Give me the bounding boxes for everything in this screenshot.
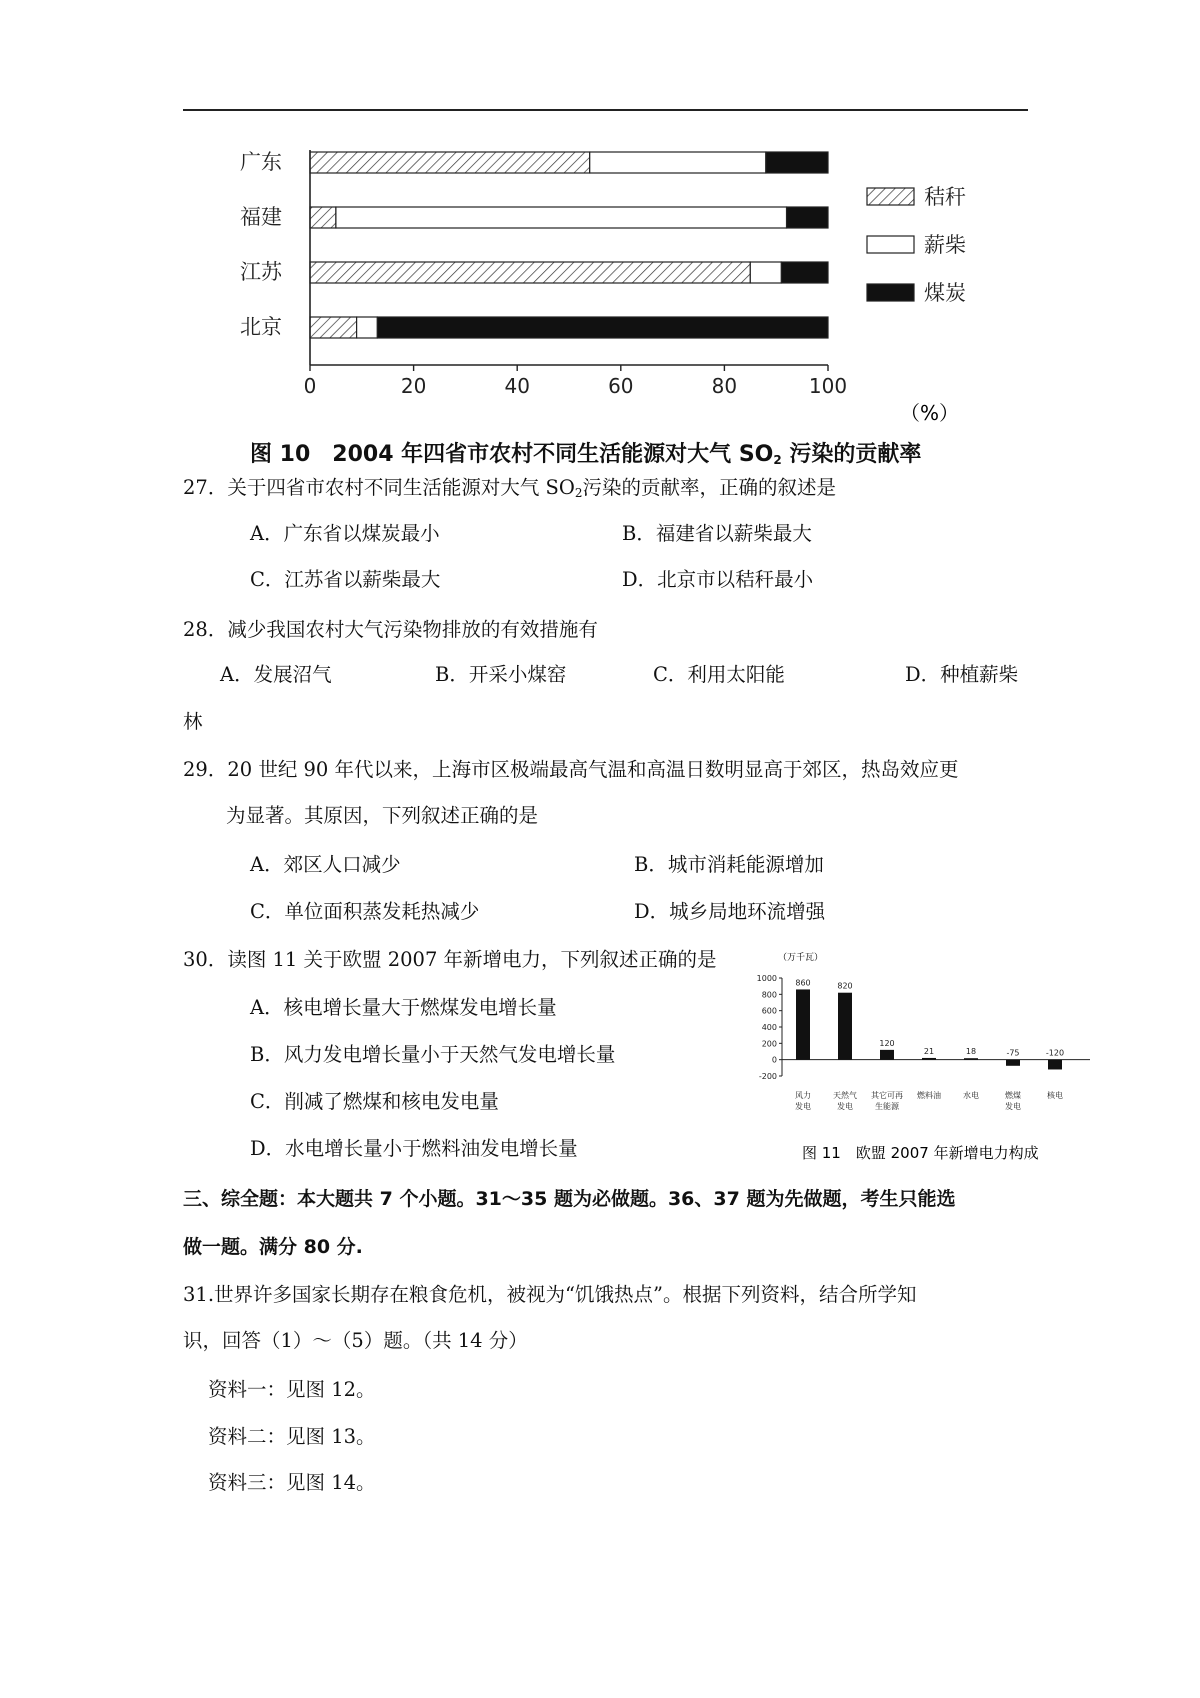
data-label: 860 (795, 978, 811, 988)
x-tick-label: 80 (711, 374, 738, 398)
q27-option-c: C．江苏省以薪柴最大 (250, 568, 441, 591)
category-label: 发电 (795, 1102, 811, 1111)
figure-10-chart (240, 150, 1040, 425)
category-label: 发电 (837, 1102, 853, 1111)
category-label: 江苏 (240, 260, 282, 284)
bar-segment-秸秆 (310, 262, 750, 283)
q28-option-a: A．发展沼气 (220, 663, 332, 686)
q28-option-c: C．利用太阳能 (653, 663, 785, 686)
q29-option-b: B．城市消耗能源增加 (634, 853, 824, 876)
q29-option-d: D．城乡局地环流增强 (634, 900, 826, 923)
legend-swatch (867, 188, 914, 205)
unit-label: （%） (900, 401, 960, 425)
legend-swatch (867, 284, 914, 301)
y-tick-label: 600 (761, 1006, 777, 1016)
category-label: 燃料油 (917, 1091, 941, 1100)
q30-option-d: D．水电增长量小于燃料油发电增长量 (250, 1137, 578, 1160)
category-label: 其它可再 (871, 1091, 903, 1100)
q27-stem: 27．关于四省市农村不同生活能源对大气 $SO_2$污染的贡献率，正确的叙述是 (183, 476, 837, 500)
bar-segment-薪柴 (357, 317, 378, 338)
figure-11-caption: 图 11 欧盟 2007 年新增电力构成 (802, 1144, 1039, 1162)
category-label: 发电 (1005, 1102, 1021, 1111)
y-tick-label: -200 (758, 1072, 777, 1081)
bar-segment-薪柴 (336, 207, 787, 228)
x-tick-label: 0 (303, 374, 317, 398)
q30-option-b: B．风力发电增长量小于天然气发电增长量 (250, 1043, 616, 1066)
section-3-line1: 三、综全题：本大题共 7 个小题。31～35 题为必做题。36、37 题为先做题，考生只能选 (183, 1188, 956, 1210)
category-label: 核电 (1047, 1091, 1063, 1100)
q30-option-a: A．核电增长量大于燃煤发电增长量 (250, 996, 557, 1019)
data-label: 820 (837, 981, 853, 991)
bar (922, 1058, 936, 1060)
category-label: 广东 (240, 150, 282, 174)
bar-segment-秸秆 (310, 207, 336, 228)
q28-stem: 28．减少我国农村大气污染物排放的有效措施有 (183, 618, 598, 641)
bar-segment-煤炭 (377, 317, 828, 338)
bar (796, 989, 810, 1059)
x-tick-label: 20 (400, 374, 427, 398)
q29-stem-line1: 29．20 世纪 90 年代以来，上海市区极端最高气温和高温日数明显高于郊区，热岛效应更 (183, 758, 959, 781)
y-tick-label: 400 (761, 1023, 777, 1032)
category-label: 生能源 (875, 1102, 899, 1111)
x-tick-label: 100 (808, 374, 848, 398)
legend-label: 煤炭 (924, 281, 966, 305)
q29-stem-line2: 为显著。其原因，下列叙述正确的是 (226, 804, 539, 827)
q30-stem: 30．读图 11 关于欧盟 2007 年新增电力，下列叙述正确的是 (183, 948, 717, 971)
q27-option-b: B．福建省以薪柴最大 (622, 522, 812, 545)
bar-segment-薪柴 (590, 152, 766, 173)
q31-material-2: 资料二：见图 13。 (208, 1425, 376, 1448)
q31-material-3: 资料三：见图 14。 (208, 1471, 376, 1494)
legend-label: 秸秆 (924, 185, 966, 209)
y-tick-label: 1000 (756, 974, 777, 983)
bar (964, 1058, 978, 1060)
bar-segment-煤炭 (787, 207, 828, 228)
section-3-line2: 做一题。满分 80 分. (183, 1236, 363, 1258)
y-tick-label: 0 (771, 1055, 777, 1065)
legend-swatch (867, 236, 914, 253)
bar-segment-秸秆 (310, 317, 357, 338)
bar-segment-煤炭 (766, 152, 828, 173)
data-label: -75 (1006, 1048, 1020, 1058)
header-rule (183, 109, 1028, 111)
data-label: 21 (923, 1046, 935, 1056)
category-label: 北京 (240, 315, 282, 339)
q28-option-b: B．开采小煤窑 (435, 663, 567, 686)
bar (1048, 1060, 1062, 1070)
bar-segment-薪柴 (750, 262, 781, 283)
q27-option-d: D．北京市以秸秆最小 (622, 568, 814, 591)
x-tick-label: 60 (608, 374, 634, 398)
bar-segment-秸秆 (310, 152, 590, 173)
q29-option-a: A．郊区人口减少 (250, 853, 401, 876)
data-label: 18 (965, 1047, 977, 1057)
data-label: 120 (879, 1038, 895, 1048)
category-label: 燃煤 (1005, 1091, 1021, 1100)
q31-stem-line2: 识，回答（1）～（5）题。（共 14 分） (183, 1329, 528, 1352)
q31-material-1: 资料一：见图 12。 (208, 1378, 376, 1401)
q31-stem-line1: 31.世界许多国家长期存在粮食危机，被视为“饥饿热点”。根据下列资料，结合所学知 (183, 1283, 917, 1306)
q30-option-c: C．削减了燃煤和核电发电量 (250, 1090, 499, 1113)
figure-11-chart (756, 948, 1100, 1163)
bar (1006, 1060, 1020, 1066)
q28-option-d-continued: 林 (183, 710, 203, 733)
data-label: -120 (1045, 1048, 1065, 1058)
q28-option-d: D．种植薪柴 (905, 663, 1019, 686)
bar (838, 993, 852, 1060)
y-tick-label: 800 (761, 990, 777, 1000)
q27-option-a: A．广东省以煤炭最小 (250, 522, 440, 545)
category-label: 福建 (240, 205, 282, 229)
legend-label: 薪柴 (924, 233, 966, 257)
bar (880, 1050, 894, 1060)
figure-10-caption: 图 10 2004 年四省市农村不同生活能源对大气 $SO_2$ 污染的贡献率 (250, 442, 922, 467)
bar-segment-煤炭 (781, 262, 828, 283)
category-label: 水电 (963, 1091, 979, 1100)
category-label: 风力 (795, 1091, 811, 1100)
y-tick-label: 200 (761, 1039, 777, 1049)
category-label: 天然气 (833, 1091, 857, 1100)
x-tick-label: 40 (504, 374, 530, 398)
y-axis-label: （万千瓦） (778, 953, 824, 963)
q29-option-c: C．单位面积蒸发耗热减少 (250, 900, 480, 923)
